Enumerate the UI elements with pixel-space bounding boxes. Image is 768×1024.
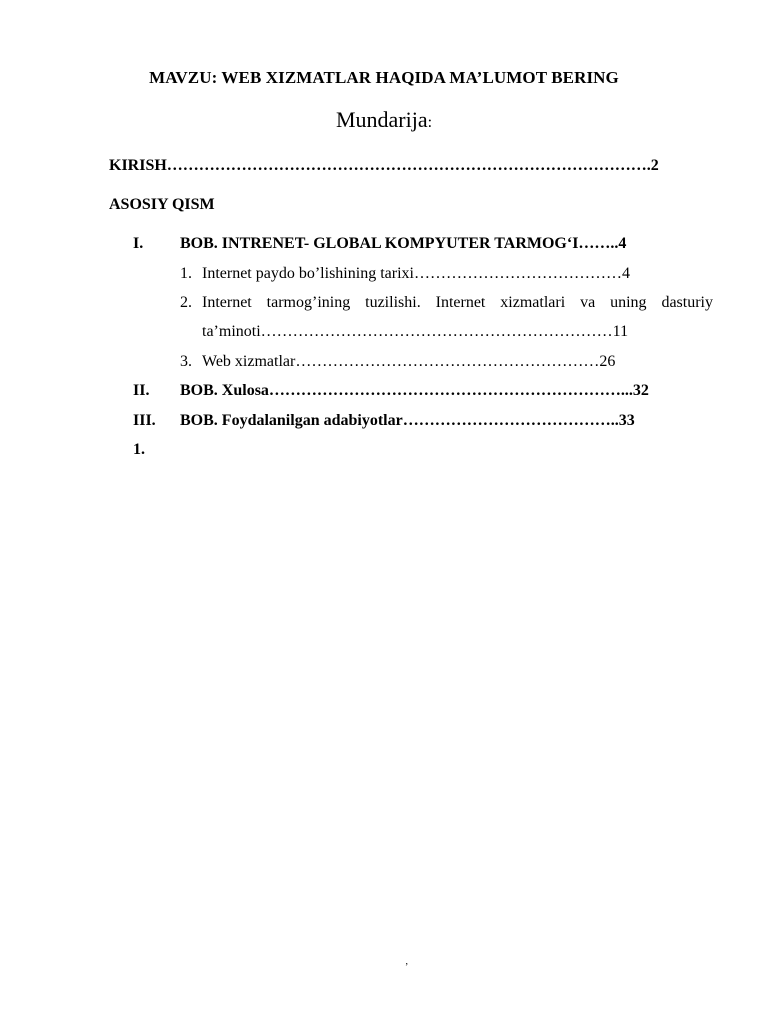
subsection-title-2-line-2: ta’minoti…………………………………………………………11 <box>202 323 629 340</box>
toc-heading-colon: : <box>427 114 433 131</box>
subsection-number-3: 3. <box>180 353 192 370</box>
document-title: MAVZU: WEB XIZMATLAR HAQIDA MA’LUMOT BERING <box>149 68 619 87</box>
subsection-title-1: Internet paydo bo’lishining tarixi…………………………………4 <box>202 265 630 282</box>
chapter-numeral-1: I. <box>133 235 144 252</box>
subsection-number-2: 2. <box>180 294 192 311</box>
chapter-numeral-2: II. <box>133 382 150 399</box>
toc-entry-intro: KIRISH……………………………………………………………………………….2 <box>109 157 659 174</box>
toc-heading-text: Mundarija <box>335 107 428 132</box>
chapter-numeral-3: III. <box>133 412 156 429</box>
subsection-number-1: 1. <box>180 265 192 282</box>
subsection-title-3: Web xizmatlar…………………………………………………26 <box>202 353 616 370</box>
section-heading: ASOSIY QISM <box>109 196 215 213</box>
chapter-title-2: BOB. Xulosa…………………………………………………………...32 <box>180 382 649 399</box>
chapter-title-3: BOB. Foydalanilgan adabiyotlar…………………………………..33 <box>180 412 635 429</box>
subsection-title-2-line-1: Internet tarmog’ining tuzilishi. Internet xizmatlari va uning dasturiy <box>202 294 713 311</box>
chapter-title-1: BOB. INTRENET- GLOBAL KOMPYUTER TARMOG‘I……..4 <box>180 235 627 252</box>
footer-mark: ’ <box>405 962 409 973</box>
chapter-numeral-4: 1. <box>133 441 145 458</box>
toc-heading <box>0 107 768 133</box>
